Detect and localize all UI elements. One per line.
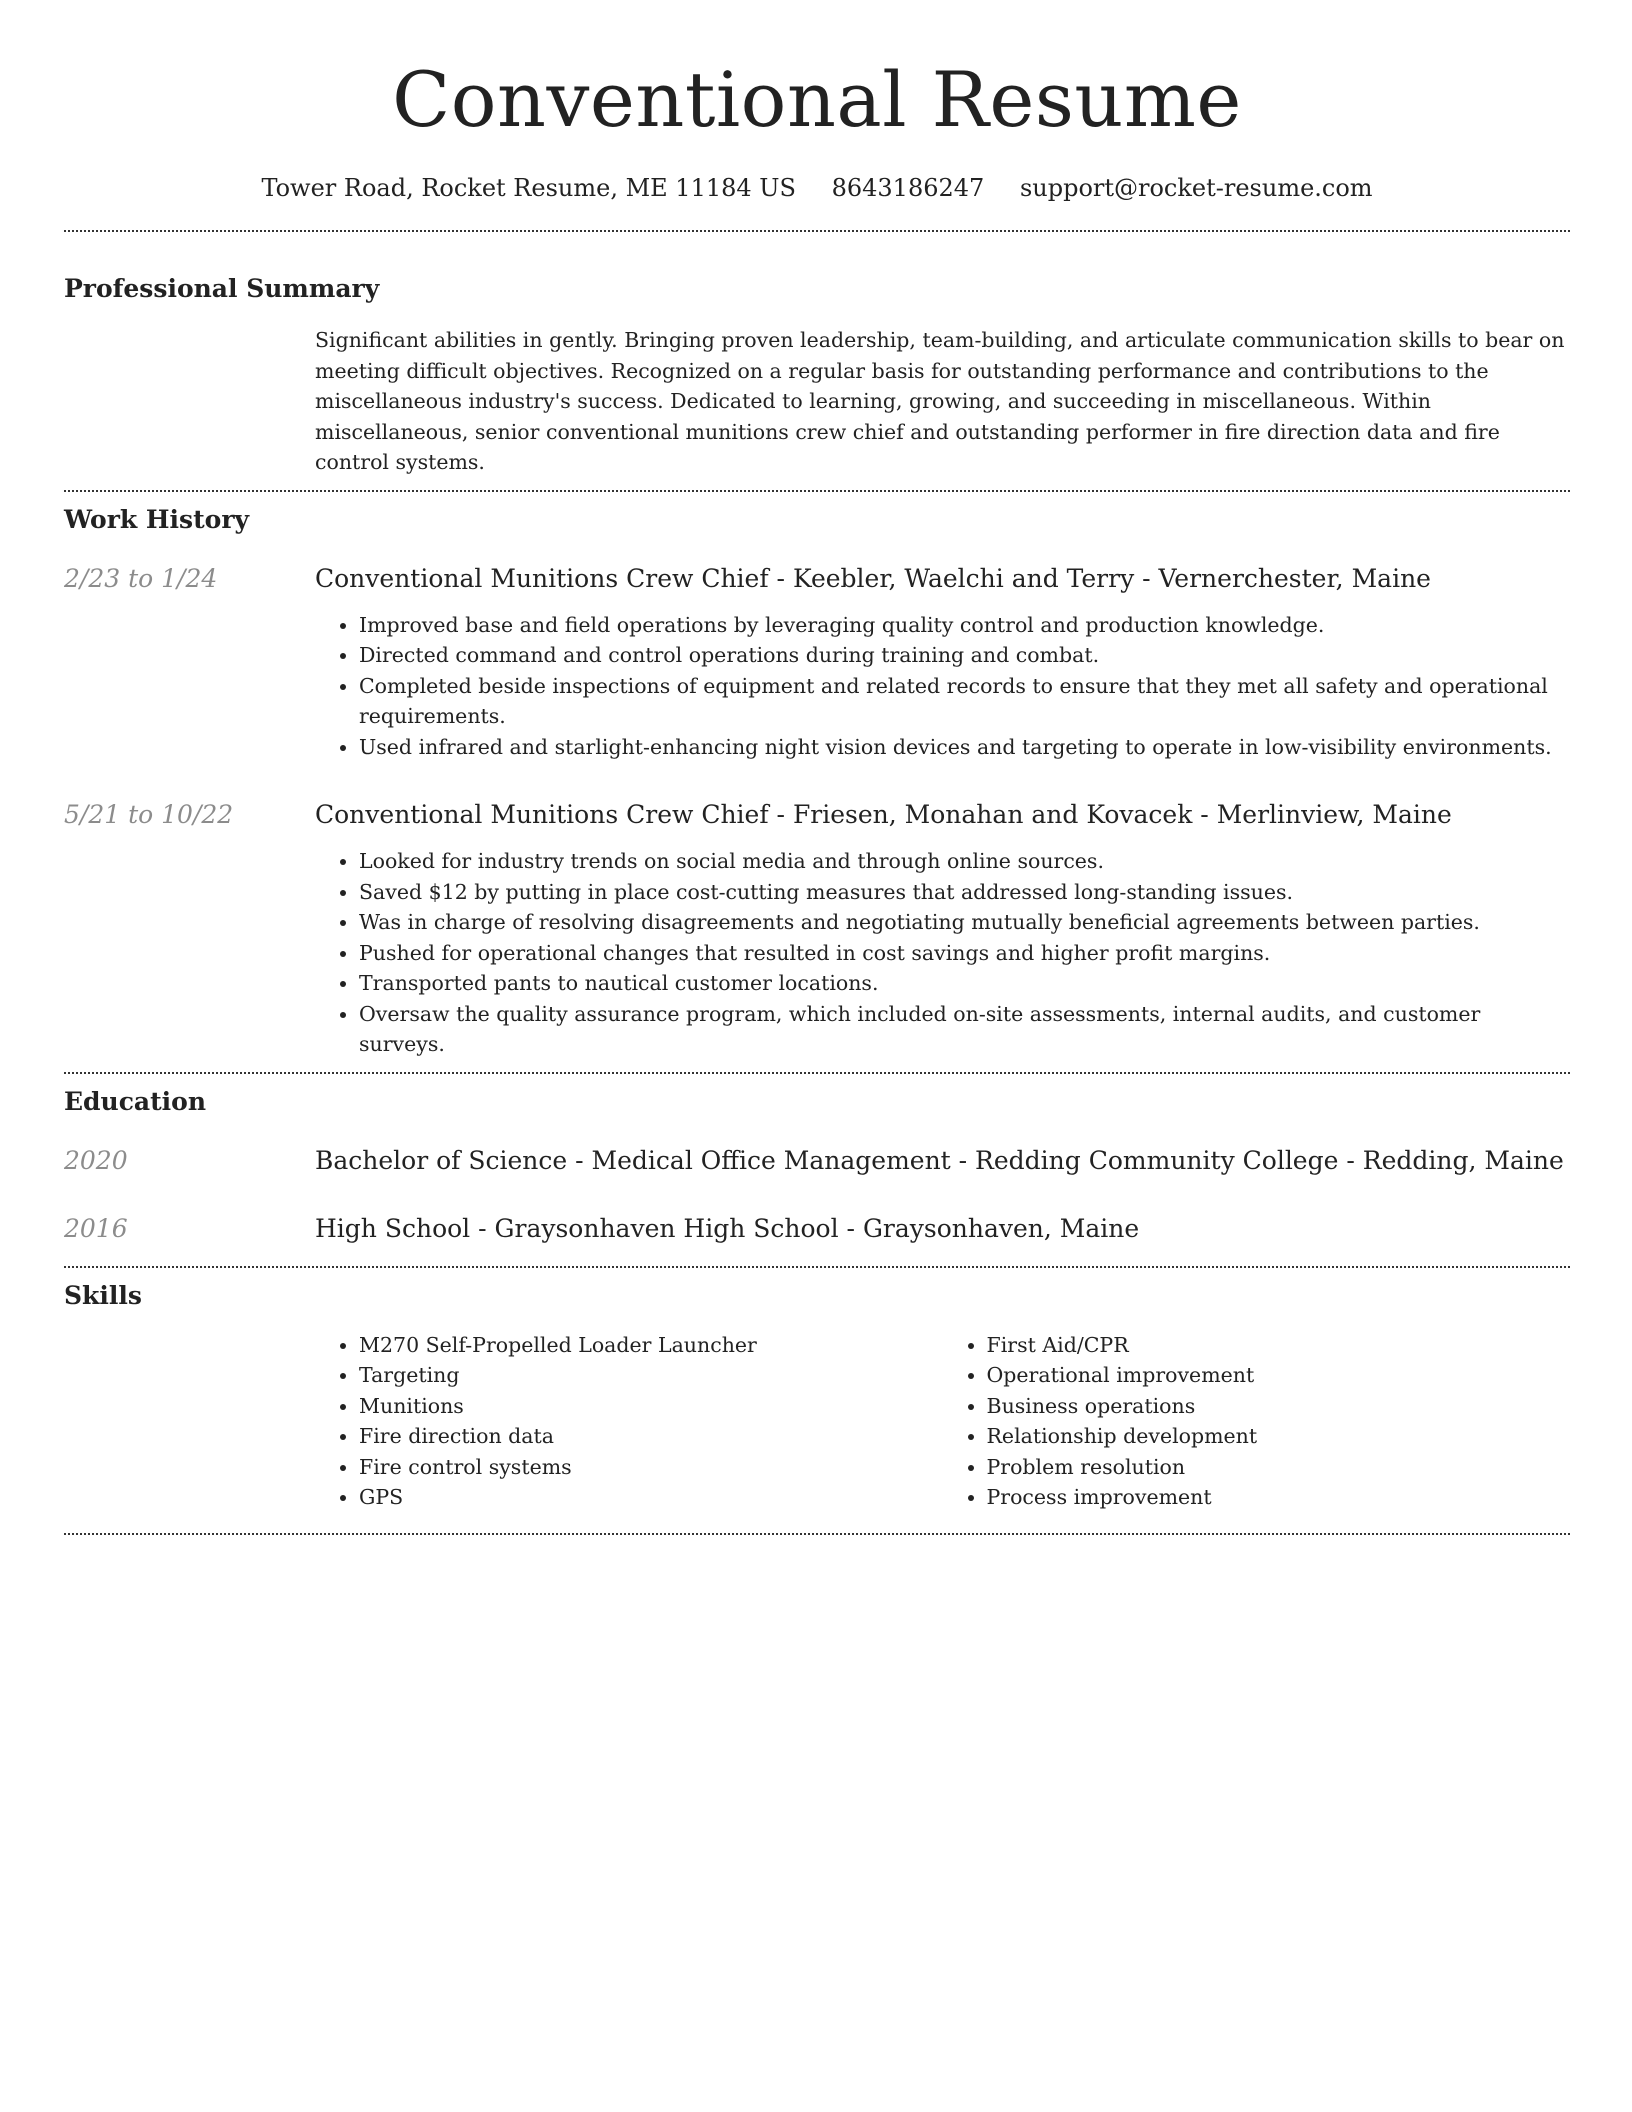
list-item: • Improved base and field operations by leveraging quality control and production knowledge. bbox=[359, 610, 1570, 641]
job-dates: 5/21 to 10/22 bbox=[64, 800, 234, 829]
section-title-education: Education bbox=[64, 1086, 207, 1116]
education-details: - Graysonhaven High School - Graysonhaven, Maine bbox=[470, 1213, 1140, 1243]
education-title bbox=[315, 1213, 1570, 1245]
job-entry bbox=[64, 563, 1570, 763]
skill-item: • Munitions bbox=[359, 1391, 943, 1422]
job-role: Conventional Munitions Crew Chief bbox=[315, 563, 769, 593]
summary-section bbox=[64, 273, 1570, 478]
skills-list-right bbox=[943, 1330, 1571, 1513]
contact-email: support@rocket-resume.com bbox=[1019, 174, 1373, 202]
education-details: - Redding Community College - Redding, Maine bbox=[950, 1145, 1564, 1175]
resume-name: Conventional Resume bbox=[392, 55, 1242, 144]
contact-line bbox=[64, 172, 1570, 204]
list-item: • Saved $12 by putting in place cost-cutting measures that addressed long-standing issues. bbox=[359, 877, 1570, 908]
summary-text: Significant abilities in gently. Bringing proven leadership, team-building, and articulate communication skills to bear on meeting difficult objectives. Recognized on a regular basis for outstanding performance and contributions to the miscellaneous industry's success. Dedicated to learning, growing, and succeeding in miscellaneous. Within miscellaneous, senior conventional munitions crew chief and outstanding performer in fire direction data and fire control systems. bbox=[315, 328, 1565, 474]
skill-item: • Business operations bbox=[987, 1391, 1571, 1422]
education-section bbox=[64, 1086, 1570, 1245]
list-item: • Used infrared and starlight-enhancing night vision devices and targeting to operate in low-visibility environments. bbox=[359, 732, 1570, 763]
list-item: • Oversaw the quality assurance program, which included on-site assessments, internal audits, and customer surveys. bbox=[359, 999, 1570, 1060]
list-item: • Pushed for operational changes that resulted in cost savings and higher profit margins. bbox=[359, 938, 1570, 969]
education-entry bbox=[64, 1145, 1570, 1177]
skill-item: • Fire control systems bbox=[359, 1452, 943, 1483]
divider bbox=[64, 490, 1570, 492]
job-entry bbox=[64, 799, 1570, 1060]
contact-address: Tower Road, Rocket Resume, ME 11184 US bbox=[261, 174, 796, 202]
list-item: • Looked for industry trends on social media and through online sources. bbox=[359, 846, 1570, 877]
education-degree: Bachelor of Science - Medical Office Management bbox=[315, 1145, 951, 1175]
education-year: 2016 bbox=[64, 1213, 128, 1243]
education-year: 2020 bbox=[64, 1145, 128, 1175]
section-title-skills: Skills bbox=[64, 1280, 142, 1310]
work-history-section bbox=[64, 504, 1570, 1060]
education-title bbox=[315, 1145, 1570, 1177]
contact-phone: 8643186247 bbox=[831, 174, 985, 202]
skill-item: • Problem resolution bbox=[987, 1452, 1571, 1483]
list-item: • Transported pants to nautical customer locations. bbox=[359, 968, 1570, 999]
skill-item: • Process improvement bbox=[987, 1482, 1571, 1513]
education-entry bbox=[64, 1213, 1570, 1245]
divider bbox=[64, 230, 1570, 232]
skill-item: • Relationship development bbox=[987, 1421, 1571, 1452]
skill-item: • GPS bbox=[359, 1482, 943, 1513]
job-details: - Friesen, Monahan and Kovacek - Merlinview, Maine bbox=[768, 800, 1452, 829]
job-bullets bbox=[315, 846, 1570, 1060]
resume-page bbox=[64, 0, 1570, 1535]
skill-item: • M270 Self-Propelled Loader Launcher bbox=[359, 1330, 943, 1361]
job-role: Conventional Munitions Crew Chief bbox=[315, 800, 769, 829]
section-title-summary: Professional Summary bbox=[64, 274, 380, 303]
list-item: • Was in charge of resolving disagreements and negotiating mutually beneficial agreements between parties. bbox=[359, 907, 1570, 938]
skills-list-left bbox=[315, 1330, 943, 1513]
skill-item: • Operational improvement bbox=[987, 1360, 1571, 1391]
skill-item: • First Aid/CPR bbox=[987, 1330, 1571, 1361]
section-title-work-history: Work History bbox=[64, 504, 250, 534]
job-dates: 2/23 to 1/24 bbox=[64, 563, 218, 593]
job-title bbox=[315, 799, 1570, 831]
list-item: • Directed command and control operations during training and combat. bbox=[359, 640, 1570, 671]
job-details: - Keebler, Waelchi and Terry - Vernerchester, Maine bbox=[768, 563, 1431, 593]
list-item: • Completed beside inspections of equipment and related records to ensure that they met all safety and operational requirements. bbox=[359, 671, 1570, 732]
skills-section bbox=[64, 1280, 1570, 1513]
skill-item: • Targeting bbox=[359, 1360, 943, 1391]
divider bbox=[64, 1533, 1570, 1535]
divider bbox=[64, 1266, 1570, 1268]
skill-item: • Fire direction data bbox=[359, 1421, 943, 1452]
divider bbox=[64, 1072, 1570, 1074]
job-title bbox=[315, 563, 1570, 595]
job-bullets bbox=[315, 610, 1570, 763]
education-degree: High School bbox=[315, 1213, 471, 1243]
